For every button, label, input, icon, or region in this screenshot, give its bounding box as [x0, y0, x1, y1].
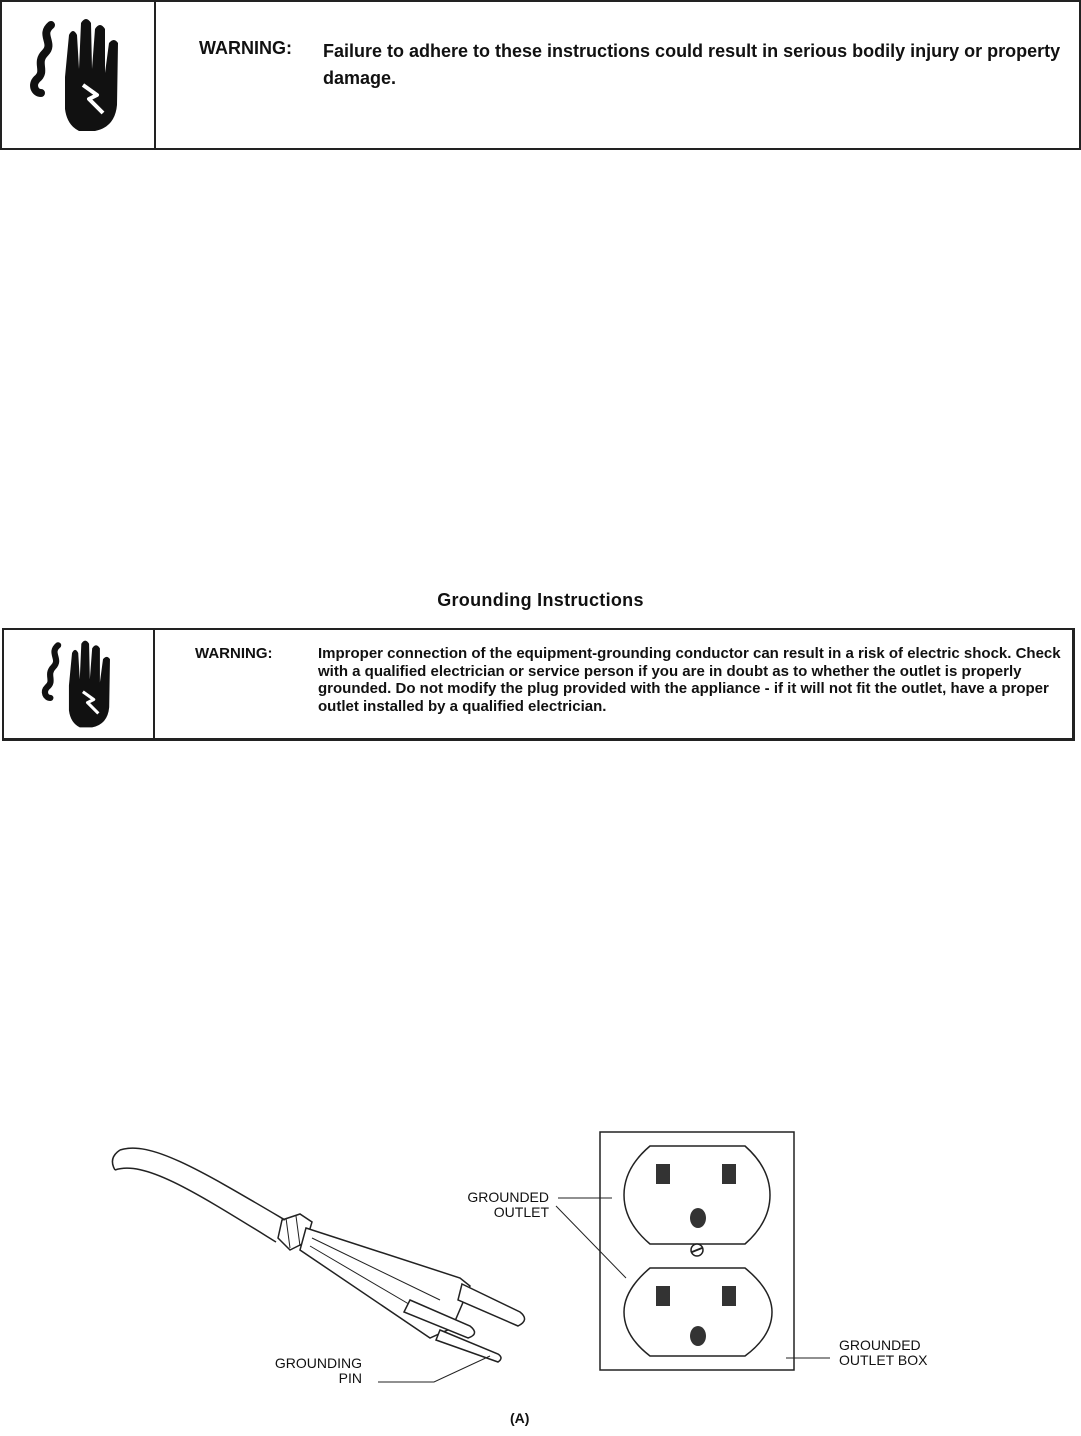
plug-blade: [458, 1284, 525, 1326]
warning-message: Improper connection of the equipment-grounding conductor can result in a risk of electric shock. Check with a qualified electrician or service person if you are in doubt as to whether the outlet is properly grounded. Do not modify the plug provided with the appliance - if it will not fit the outlet, have a proper outlet installed by a qualified electrician.: [318, 645, 1061, 715]
grounding-warning-icon-cell: [4, 630, 155, 738]
warning-label: WARNING:: [199, 38, 292, 58]
label-line: OUTLET: [493, 1204, 549, 1220]
grounding-warning-box: [2, 628, 1075, 741]
label-line: GROUNDED: [467, 1189, 549, 1205]
grounding-figure: [0, 1100, 1081, 1436]
figure-caption: (A): [510, 1410, 530, 1426]
power-cord: [120, 1148, 285, 1220]
upper-receptacle: [624, 1146, 770, 1244]
section-heading: Grounding Instructions: [437, 590, 644, 610]
top-warning-box: [0, 0, 1081, 150]
top-warning-icon-cell: [2, 2, 156, 148]
warning-message: Failure to adhere to these instructions could result in serious bodily injury or property damage.: [323, 41, 1061, 88]
label-line: OUTLET BOX: [839, 1352, 928, 1368]
label-line: PIN: [338, 1370, 362, 1386]
grounding-pin-label: [254, 1356, 362, 1386]
plug-and-outlet-illustration: [0, 1100, 1081, 1436]
warning-label: WARNING:: [195, 645, 273, 662]
label-line: GROUNDING: [274, 1355, 362, 1371]
grounded-outlet-label: [449, 1190, 549, 1220]
label-line: GROUNDED: [839, 1337, 921, 1353]
electric-shock-hand-icon: [29, 636, 129, 732]
grounded-outlet-box-label: [839, 1338, 927, 1368]
electric-shock-hand-icon: [23, 13, 133, 137]
